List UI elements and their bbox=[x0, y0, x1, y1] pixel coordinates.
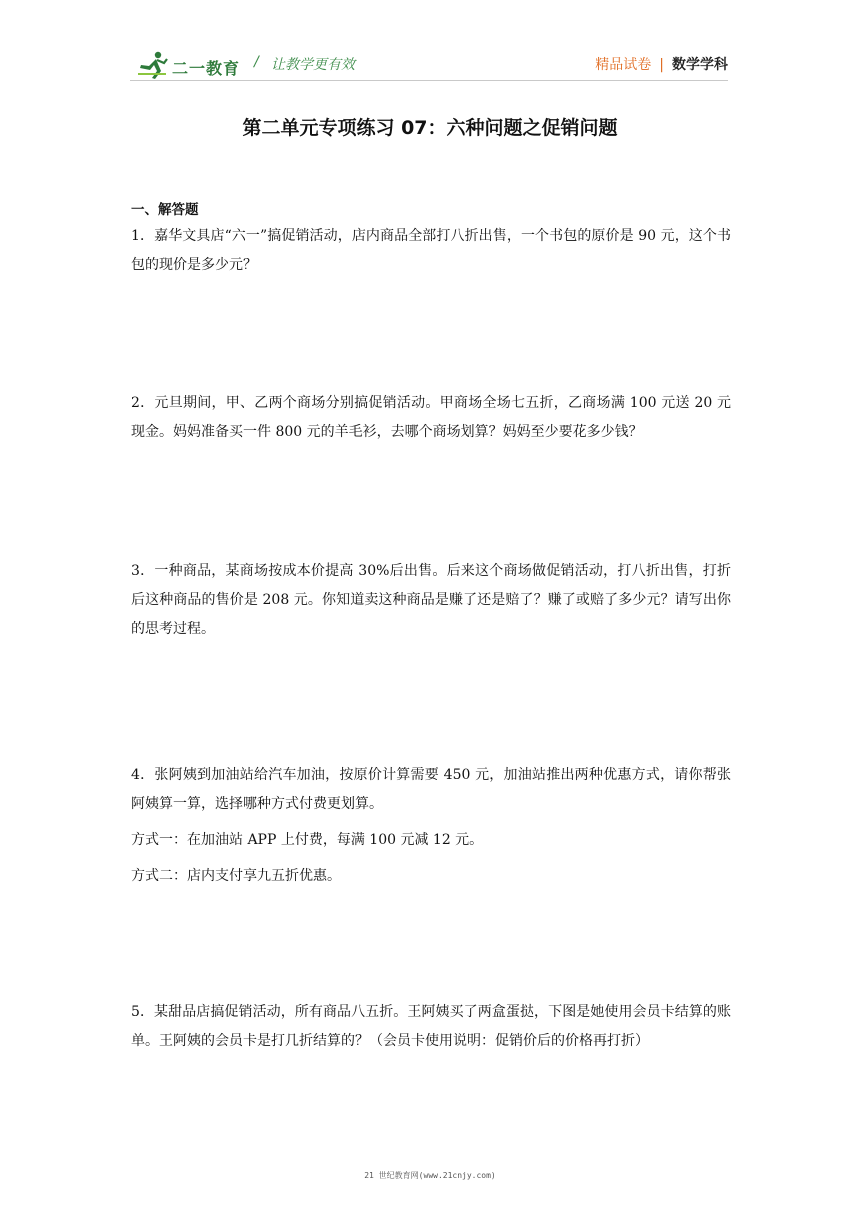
page-footer: 21 世纪教育网(www.21cnjy.com) bbox=[364, 1171, 496, 1180]
question-text: 2．元旦期间，甲、乙两个商场分别搞促销活动。甲商场全场七五折，乙商场满 100 元送 20 元现金。妈妈准备买一件 800 元的羊毛衫，去哪个商场划算？妈妈至少要花多少钱？ bbox=[131, 395, 731, 440]
question-1 bbox=[131, 222, 731, 280]
subject-badge: 数学学科 bbox=[672, 57, 728, 73]
runner-logo-icon bbox=[136, 50, 170, 80]
page-title: 第二单元专项练习 07：六种问题之促销问题 bbox=[242, 117, 618, 139]
logo bbox=[136, 50, 246, 80]
question-text: 3．一种商品，某商场按成本价提高 30%后出售。后来这个商场做促销活动，打八折出售，打折后这种商品的售价是 208 元。你知道卖这种商品是赚了还是赔了？赚了或赔了多少元？请写出你的思考过程。 bbox=[131, 563, 731, 637]
header-divider bbox=[130, 80, 728, 81]
slogan: 让教学更有效 bbox=[271, 57, 355, 73]
question-4 bbox=[131, 761, 731, 891]
premium-badge: 精品试卷 bbox=[595, 57, 652, 73]
option-one: 方式一：在加油站 APP 上付费，每满 100 元减 12 元。 bbox=[131, 832, 484, 848]
slogan-divider: / bbox=[254, 54, 259, 70]
logo-text: 二一教育 bbox=[172, 59, 241, 78]
question-text: 1．嘉华文具店“六一”搞促销活动，店内商品全部打八折出售，一个书包的原价是 90 元，这个书包的现价是多少元？ bbox=[131, 228, 731, 273]
question-2 bbox=[131, 389, 731, 447]
question-5 bbox=[131, 998, 731, 1056]
question-text: 4．张阿姨到加油站给汽车加油，按原价计算需要 450 元，加油站推出两种优惠方式，请你帮张阿姨算一算，选择哪种方式付费更划算。 bbox=[131, 767, 731, 812]
page-header bbox=[130, 44, 728, 84]
header-badges bbox=[595, 54, 728, 74]
section-heading: 一、解答题 bbox=[131, 202, 199, 218]
badge-separator: | bbox=[659, 57, 664, 73]
question-text: 5．某甜品店搞促销活动，所有商品八五折。王阿姨买了两盒蛋挞，下图是她使用会员卡结算的账单。王阿姨的会员卡是打几折结算的？（会员卡使用说明：促销价后的价格再打折） bbox=[131, 1004, 731, 1049]
option-two: 方式二：店内支付享九五折优惠。 bbox=[131, 868, 341, 884]
question-3 bbox=[131, 557, 731, 644]
